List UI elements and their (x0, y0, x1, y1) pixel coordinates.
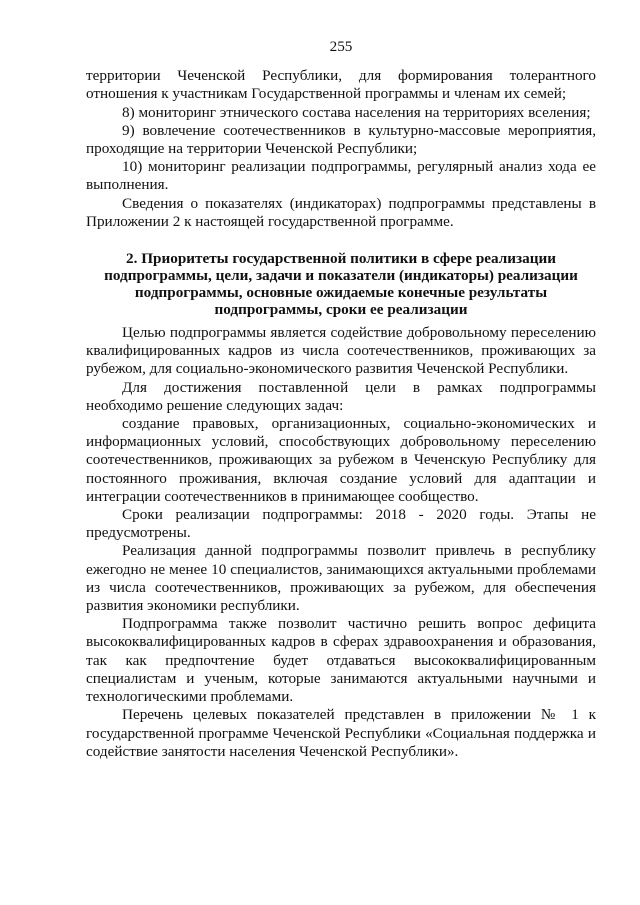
body-paragraph-7: Перечень целевых показателей представлен в приложении № 1 к государственной программе Чеченской Республики «Социальная поддержка и содействие занятости населения Чеченской Республики». (86, 706, 596, 760)
body-paragraph-2: Для достижения поставленной цели в рамках подпрограммы необходимо решение следующих задач: (86, 378, 596, 414)
body-paragraph-1: Целью подпрограммы является содействие добровольному переселению квалифицированных кадров из числа соотечественников, проживающих за рубежом, для социально-экономического развития Чеченской Республики. (86, 324, 596, 378)
intro-paragraph-1: территории Чеченской Республики, для формирования толерантного отношения к участникам Государственной программы и членам их семей; (86, 67, 596, 103)
body-paragraph-3: создание правовых, организационных, социально-экономических и информационных условий, способствующих добровольному переселению соотечественников, проживающих за рубежом в Чеченскую Республику для постоянного проживания, включая создание условий для адаптации и интеграции соотечественников в принимающее сообщество. (86, 415, 596, 505)
intro-paragraph-2: 8) мониторинг этнического состава населения на территориях вселения; (122, 103, 591, 121)
body-paragraph-5: Реализация данной подпрограммы позволит привлечь в республику ежегодно не менее 10 специалистов, занимающихся актуальными проблемами из числа соотечественников, проживающих за рубежом, для обеспечения развития экономики республики. (86, 542, 596, 615)
document-page (86, 38, 596, 761)
body-paragraph-6: Подпрограмма также позволит частично решить вопрос дефицита высококвалифицированных кадров в сферах здравоохранения и образования, так как предпочтение будет отдаваться высококвалифицированным специалистам и ученым, которые занимаются актуальными научными и технологическими проблемами. (86, 615, 596, 706)
body-paragraph-4: Сроки реализации подпрограммы: 2018 - 2020 годы. Этапы не предусмотрены. (86, 506, 596, 542)
section-heading: 2. Приоритеты государственной политики в сфере реализации подпрограммы, цели, задачи и показатели (индикаторы) реализации подпрограммы, основные ожидаемые конечные результаты подпрограммы, сроки ее реализации (104, 250, 578, 319)
page-number: 255 (329, 38, 353, 55)
intro-paragraph-3: 9) вовлечение соотечественников в культурно-массовые мероприятия, проходящие на территории Чеченской Республики; (86, 121, 596, 158)
intro-paragraph-5: Сведения о показателях (индикаторах) подпрограммы представлены в Приложении 2 к настоящей государственной программе. (86, 194, 596, 230)
intro-paragraph-4: 10) мониторинг реализации подпрограммы, регулярный анализ хода ее выполнения. (86, 158, 596, 194)
